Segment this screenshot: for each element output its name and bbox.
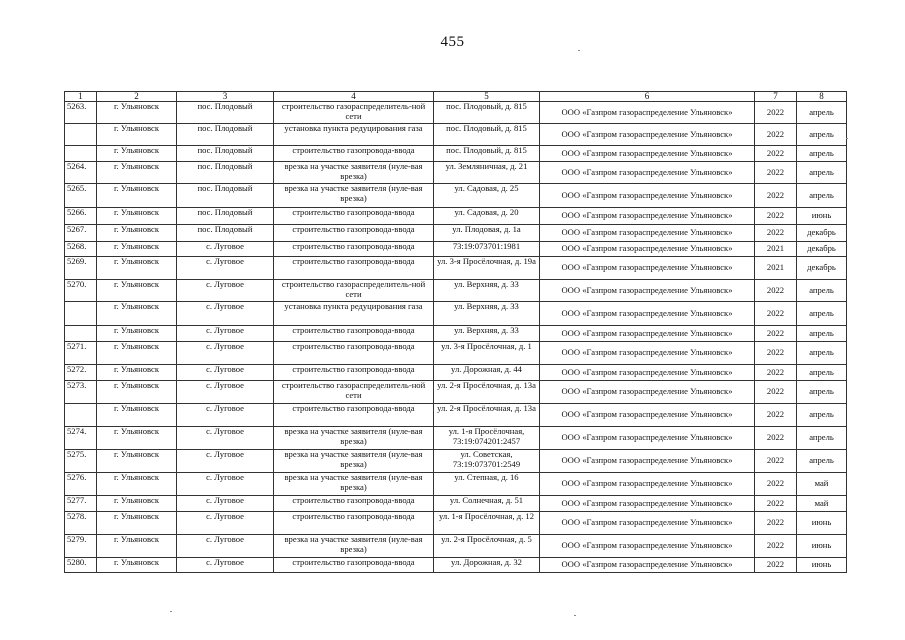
year-cell: 2022 bbox=[755, 102, 797, 124]
month-cell: июнь bbox=[797, 208, 847, 225]
address-cell: ул. Верхняя, д. 33 bbox=[434, 280, 540, 302]
row-number: 5276. bbox=[65, 473, 97, 496]
settlement-cell: с. Луговое bbox=[177, 427, 274, 450]
row-number: 5271. bbox=[65, 342, 97, 365]
settlement-cell: пос. Плодовый bbox=[177, 102, 274, 124]
organization-cell: ООО «Газпром газораспределение Ульяновск» bbox=[540, 365, 755, 381]
year-cell: 2022 bbox=[755, 535, 797, 558]
settlement-cell: с. Луговое bbox=[177, 342, 274, 365]
work-type-cell: строительство газораспределитель-ной сети bbox=[274, 280, 434, 302]
organization-cell: ООО «Газпром газораспределение Ульяновск» bbox=[540, 450, 755, 473]
city-cell: г. Ульяновск bbox=[97, 558, 177, 573]
settlement-cell: с. Луговое bbox=[177, 242, 274, 257]
row-number: 5277. bbox=[65, 496, 97, 512]
address-cell: ул. Верхняя, д. 33 bbox=[434, 326, 540, 342]
organization-cell: ООО «Газпром газораспределение Ульяновск» bbox=[540, 102, 755, 124]
address-cell: ул. Степная, д. 16 bbox=[434, 473, 540, 496]
month-cell: апрель bbox=[797, 450, 847, 473]
year-cell: 2022 bbox=[755, 208, 797, 225]
month-cell: апрель bbox=[797, 302, 847, 326]
row-number: 5269. bbox=[65, 257, 97, 280]
address-cell: ул. Плодовая, д. 1а bbox=[434, 225, 540, 242]
column-header: 2 bbox=[97, 92, 177, 102]
work-type-cell: строительство газопровода-ввода bbox=[274, 342, 434, 365]
work-type-cell: строительство газопровода-ввода bbox=[274, 146, 434, 162]
address-cell: ул. Солнечная, д. 51 bbox=[434, 496, 540, 512]
work-type-cell: строительство газопровода-ввода bbox=[274, 404, 434, 427]
column-header: 4 bbox=[274, 92, 434, 102]
month-cell: апрель bbox=[797, 427, 847, 450]
month-cell: декабрь bbox=[797, 257, 847, 280]
work-type-cell: врезка на участке заявителя (нуле-вая врезка) bbox=[274, 184, 434, 208]
row-number: 5265. bbox=[65, 184, 97, 208]
year-cell: 2022 bbox=[755, 381, 797, 404]
table-body bbox=[65, 102, 847, 573]
work-type-cell: врезка на участке заявителя (нуле-вая врезка) bbox=[274, 162, 434, 184]
row-number: 5268. bbox=[65, 242, 97, 257]
address-cell: 73:19:073701:1981 bbox=[434, 242, 540, 257]
year-cell: 2022 bbox=[755, 146, 797, 162]
month-cell: апрель bbox=[797, 381, 847, 404]
table-row bbox=[65, 102, 847, 124]
settlement-cell: с. Луговое bbox=[177, 326, 274, 342]
column-header: 3 bbox=[177, 92, 274, 102]
city-cell: г. Ульяновск bbox=[97, 280, 177, 302]
city-cell: г. Ульяновск bbox=[97, 512, 177, 535]
work-type-cell: установка пункта редуцирования газа bbox=[274, 124, 434, 146]
organization-cell: ООО «Газпром газораспределение Ульяновск» bbox=[540, 473, 755, 496]
column-header: 6 bbox=[540, 92, 755, 102]
table-row bbox=[65, 302, 847, 326]
table-row bbox=[65, 365, 847, 381]
settlement-cell: с. Луговое bbox=[177, 280, 274, 302]
year-cell: 2022 bbox=[755, 225, 797, 242]
table-row bbox=[65, 257, 847, 280]
work-type-cell: строительство газопровода-ввода bbox=[274, 496, 434, 512]
month-cell: май bbox=[797, 496, 847, 512]
city-cell: г. Ульяновск bbox=[97, 535, 177, 558]
work-type-cell: строительство газопровода-ввода bbox=[274, 257, 434, 280]
organization-cell: ООО «Газпром газораспределение Ульяновск» bbox=[540, 242, 755, 257]
table-row bbox=[65, 124, 847, 146]
organization-cell: ООО «Газпром газораспределение Ульяновск» bbox=[540, 496, 755, 512]
settlement-cell: пос. Плодовый bbox=[177, 184, 274, 208]
address-cell: ул. Верхняя, д. 33 bbox=[434, 302, 540, 326]
table-row bbox=[65, 146, 847, 162]
year-cell: 2022 bbox=[755, 496, 797, 512]
organization-cell: ООО «Газпром газораспределение Ульяновск» bbox=[540, 162, 755, 184]
registry-table bbox=[64, 91, 847, 573]
city-cell: г. Ульяновск bbox=[97, 450, 177, 473]
year-cell: 2022 bbox=[755, 342, 797, 365]
settlement-cell: пос. Плодовый bbox=[177, 225, 274, 242]
page-number: 455 bbox=[440, 34, 465, 50]
settlement-cell: пос. Плодовый bbox=[177, 124, 274, 146]
address-cell: ул. 3-я Просёлочная, д. 1 bbox=[434, 342, 540, 365]
city-cell: г. Ульяновск bbox=[97, 381, 177, 404]
scan-speck bbox=[578, 50, 580, 51]
year-cell: 2022 bbox=[755, 558, 797, 573]
table-row bbox=[65, 162, 847, 184]
year-cell: 2022 bbox=[755, 512, 797, 535]
work-type-cell: строительство газопровода-ввода bbox=[274, 225, 434, 242]
table-row bbox=[65, 450, 847, 473]
table-row bbox=[65, 184, 847, 208]
table-row bbox=[65, 225, 847, 242]
column-header: 1 bbox=[65, 92, 97, 102]
work-type-cell: врезка на участке заявителя (нуле-вая врезка) bbox=[274, 427, 434, 450]
organization-cell: ООО «Газпром газораспределение Ульяновск» bbox=[540, 326, 755, 342]
scan-speck bbox=[170, 611, 172, 612]
work-type-cell: строительство газопровода-ввода bbox=[274, 326, 434, 342]
address-cell: ул. 1-я Просёлочная, 73:19:074201:2457 bbox=[434, 427, 540, 450]
city-cell: г. Ульяновск bbox=[97, 242, 177, 257]
settlement-cell: с. Луговое bbox=[177, 558, 274, 573]
month-cell: апрель bbox=[797, 404, 847, 427]
address-cell: пос. Плодовый, д. 815 bbox=[434, 146, 540, 162]
city-cell: г. Ульяновск bbox=[97, 124, 177, 146]
column-header: 8 bbox=[797, 92, 847, 102]
row-number: 5266. bbox=[65, 208, 97, 225]
column-header: 5 bbox=[434, 92, 540, 102]
row-number bbox=[65, 146, 97, 162]
city-cell: г. Ульяновск bbox=[97, 162, 177, 184]
row-number: 5264. bbox=[65, 162, 97, 184]
organization-cell: ООО «Газпром газораспределение Ульяновск» bbox=[540, 208, 755, 225]
year-cell: 2021 bbox=[755, 257, 797, 280]
address-cell: ул. 3-я Просёлочная, д. 19а bbox=[434, 257, 540, 280]
table-row bbox=[65, 535, 847, 558]
row-number: 5279. bbox=[65, 535, 97, 558]
organization-cell: ООО «Газпром газораспределение Ульяновск» bbox=[540, 404, 755, 427]
city-cell: г. Ульяновск bbox=[97, 225, 177, 242]
city-cell: г. Ульяновск bbox=[97, 146, 177, 162]
settlement-cell: с. Луговое bbox=[177, 473, 274, 496]
address-cell: пос. Плодовый, д. 815 bbox=[434, 102, 540, 124]
year-cell: 2022 bbox=[755, 124, 797, 146]
settlement-cell: с. Луговое bbox=[177, 535, 274, 558]
row-number: 5280. bbox=[65, 558, 97, 573]
organization-cell: ООО «Газпром газораспределение Ульяновск» bbox=[540, 381, 755, 404]
row-number bbox=[65, 326, 97, 342]
city-cell: г. Ульяновск bbox=[97, 257, 177, 280]
address-cell: ул. 2-я Просёлочная, д. 13а bbox=[434, 381, 540, 404]
row-number: 5278. bbox=[65, 512, 97, 535]
address-cell: ул. 2-я Просёлочная, д. 5 bbox=[434, 535, 540, 558]
month-cell: май bbox=[797, 473, 847, 496]
city-cell: г. Ульяновск bbox=[97, 365, 177, 381]
work-type-cell: строительство газопровода-ввода bbox=[274, 208, 434, 225]
column-header: 7 bbox=[755, 92, 797, 102]
row-number bbox=[65, 124, 97, 146]
scan-speck bbox=[846, 138, 848, 139]
month-cell: июнь bbox=[797, 558, 847, 573]
city-cell: г. Ульяновск bbox=[97, 427, 177, 450]
month-cell: декабрь bbox=[797, 225, 847, 242]
address-cell: ул. 1-я Просёлочная, д. 12 bbox=[434, 512, 540, 535]
settlement-cell: с. Луговое bbox=[177, 404, 274, 427]
row-number bbox=[65, 404, 97, 427]
organization-cell: ООО «Газпром газораспределение Ульяновск» bbox=[540, 184, 755, 208]
table-row bbox=[65, 496, 847, 512]
row-number: 5270. bbox=[65, 280, 97, 302]
table-row bbox=[65, 242, 847, 257]
organization-cell: ООО «Газпром газораспределение Ульяновск» bbox=[540, 535, 755, 558]
year-cell: 2022 bbox=[755, 326, 797, 342]
organization-cell: ООО «Газпром газораспределение Ульяновск» bbox=[540, 146, 755, 162]
city-cell: г. Ульяновск bbox=[97, 404, 177, 427]
month-cell: апрель bbox=[797, 124, 847, 146]
address-cell: ул. Дорожная, д. 32 bbox=[434, 558, 540, 573]
year-cell: 2022 bbox=[755, 184, 797, 208]
settlement-cell: с. Луговое bbox=[177, 365, 274, 381]
row-number: 5275. bbox=[65, 450, 97, 473]
city-cell: г. Ульяновск bbox=[97, 208, 177, 225]
table-row bbox=[65, 427, 847, 450]
month-cell: апрель bbox=[797, 146, 847, 162]
scan-speck bbox=[574, 615, 576, 616]
city-cell: г. Ульяновск bbox=[97, 102, 177, 124]
organization-cell: ООО «Газпром газораспределение Ульяновск» bbox=[540, 302, 755, 326]
work-type-cell: врезка на участке заявителя (нуле-вая врезка) bbox=[274, 473, 434, 496]
year-cell: 2022 bbox=[755, 302, 797, 326]
organization-cell: ООО «Газпром газораспределение Ульяновск» bbox=[540, 280, 755, 302]
row-number: 5274. bbox=[65, 427, 97, 450]
settlement-cell: с. Луговое bbox=[177, 302, 274, 326]
organization-cell: ООО «Газпром газораспределение Ульяновск» bbox=[540, 427, 755, 450]
row-number: 5273. bbox=[65, 381, 97, 404]
table-row bbox=[65, 404, 847, 427]
table-row bbox=[65, 208, 847, 225]
row-number bbox=[65, 302, 97, 326]
address-cell: ул. Советская, 73:19:073701:2549 bbox=[434, 450, 540, 473]
city-cell: г. Ульяновск bbox=[97, 342, 177, 365]
settlement-cell: с. Луговое bbox=[177, 257, 274, 280]
work-type-cell: врезка на участке заявителя (нуле-вая врезка) bbox=[274, 535, 434, 558]
year-cell: 2022 bbox=[755, 427, 797, 450]
work-type-cell: строительство газопровода-ввода bbox=[274, 558, 434, 573]
year-cell: 2022 bbox=[755, 365, 797, 381]
month-cell: апрель bbox=[797, 184, 847, 208]
work-type-cell: врезка на участке заявителя (нуле-вая врезка) bbox=[274, 450, 434, 473]
row-number: 5263. bbox=[65, 102, 97, 124]
organization-cell: ООО «Газпром газораспределение Ульяновск» bbox=[540, 225, 755, 242]
header-row bbox=[65, 92, 847, 102]
month-cell: апрель bbox=[797, 326, 847, 342]
work-type-cell: строительство газопровода-ввода bbox=[274, 242, 434, 257]
work-type-cell: строительство газопровода-ввода bbox=[274, 365, 434, 381]
month-cell: апрель bbox=[797, 342, 847, 365]
work-type-cell: установка пункта редуцирования газа bbox=[274, 302, 434, 326]
month-cell: апрель bbox=[797, 365, 847, 381]
address-cell: ул. Земляничная, д. 21 bbox=[434, 162, 540, 184]
year-cell: 2022 bbox=[755, 404, 797, 427]
table-row bbox=[65, 558, 847, 573]
organization-cell: ООО «Газпром газораспределение Ульяновск» bbox=[540, 257, 755, 280]
organization-cell: ООО «Газпром газораспределение Ульяновск» bbox=[540, 512, 755, 535]
work-type-cell: строительство газопровода-ввода bbox=[274, 512, 434, 535]
address-cell: ул. Садовая, д. 25 bbox=[434, 184, 540, 208]
settlement-cell: с. Луговое bbox=[177, 381, 274, 404]
city-cell: г. Ульяновск bbox=[97, 184, 177, 208]
city-cell: г. Ульяновск bbox=[97, 473, 177, 496]
address-cell: пос. Плодовый, д. 815 bbox=[434, 124, 540, 146]
table-row bbox=[65, 512, 847, 535]
city-cell: г. Ульяновск bbox=[97, 302, 177, 326]
organization-cell: ООО «Газпром газораспределение Ульяновск» bbox=[540, 124, 755, 146]
address-cell: ул. 2-я Просёлочная, д. 13а bbox=[434, 404, 540, 427]
settlement-cell: пос. Плодовый bbox=[177, 208, 274, 225]
organization-cell: ООО «Газпром газораспределение Ульяновск» bbox=[540, 342, 755, 365]
settlement-cell: пос. Плодовый bbox=[177, 146, 274, 162]
month-cell: июнь bbox=[797, 512, 847, 535]
work-type-cell: строительство газораспределитель-ной сети bbox=[274, 102, 434, 124]
settlement-cell: с. Луговое bbox=[177, 450, 274, 473]
month-cell: апрель bbox=[797, 162, 847, 184]
address-cell: ул. Дорожная, д. 44 bbox=[434, 365, 540, 381]
table-row bbox=[65, 473, 847, 496]
year-cell: 2021 bbox=[755, 242, 797, 257]
table-row bbox=[65, 326, 847, 342]
year-cell: 2022 bbox=[755, 162, 797, 184]
work-type-cell: строительство газораспределитель-ной сети bbox=[274, 381, 434, 404]
year-cell: 2022 bbox=[755, 280, 797, 302]
city-cell: г. Ульяновск bbox=[97, 326, 177, 342]
organization-cell: ООО «Газпром газораспределение Ульяновск» bbox=[540, 558, 755, 573]
month-cell: декабрь bbox=[797, 242, 847, 257]
settlement-cell: с. Луговое bbox=[177, 496, 274, 512]
month-cell: апрель bbox=[797, 102, 847, 124]
settlement-cell: с. Луговое bbox=[177, 512, 274, 535]
city-cell: г. Ульяновск bbox=[97, 496, 177, 512]
table-row bbox=[65, 342, 847, 365]
row-number: 5267. bbox=[65, 225, 97, 242]
table-row bbox=[65, 280, 847, 302]
month-cell: июнь bbox=[797, 535, 847, 558]
row-number: 5272. bbox=[65, 365, 97, 381]
settlement-cell: пос. Плодовый bbox=[177, 162, 274, 184]
address-cell: ул. Садовая, д. 20 bbox=[434, 208, 540, 225]
table-row bbox=[65, 381, 847, 404]
month-cell: апрель bbox=[797, 280, 847, 302]
year-cell: 2022 bbox=[755, 473, 797, 496]
year-cell: 2022 bbox=[755, 450, 797, 473]
